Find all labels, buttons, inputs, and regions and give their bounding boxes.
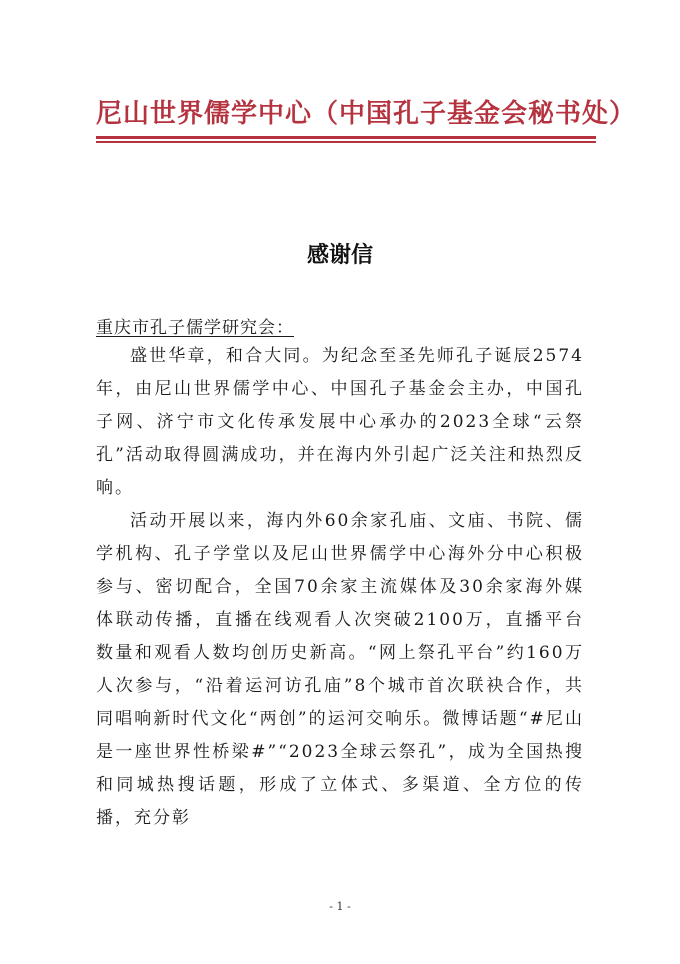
page-number: - 1 -	[329, 900, 351, 913]
organization-name: 尼山世界儒学中心（中国孔子基金会秘书处）	[96, 99, 637, 129]
paragraph-2: 活动开展以来，海内外60余家孔庙、文庙、书院、儒学机构、孔子学堂以及尼山世界儒学中心海外分中心积极参与、密切配合，全国70余家主流媒体及30余家海外媒体联动传播，直播在线观看人次突破2100万，直播平台数量和观看人数均创历史新高。“网上祭孔平台”约160万人次参与，“沿着运河访孔庙”8个城市首次联袂合作，共同唱响新时代文化“两创”的运河交响乐。微博话题“#尼山是一座世界性桥梁#”“2023全球云祭孔”，成为全国热搜和同城热搜话题，形成了立体式、多渠道、全方位的传播，充分彰	[96, 511, 584, 828]
letterhead	[96, 96, 637, 132]
paragraph-1: 盛世华章，和合大同。为纪念至圣先师孔子诞辰2574年，由尼山世界儒学中心、中国孔子基金会主办，中国孔子网、济宁市文化传承发展中心承办的2023全球“云祭孔”活动取得圆满成功，并在海内外引起广泛关注和热烈反响。	[96, 346, 584, 498]
letterhead-rule-thin	[96, 141, 596, 143]
recipient-salutation: 重庆市孔子儒学研究会：	[96, 318, 294, 338]
letterhead-rule-thick	[96, 136, 596, 139]
document-title: 感谢信	[306, 243, 373, 268]
letter-body	[96, 340, 584, 835]
